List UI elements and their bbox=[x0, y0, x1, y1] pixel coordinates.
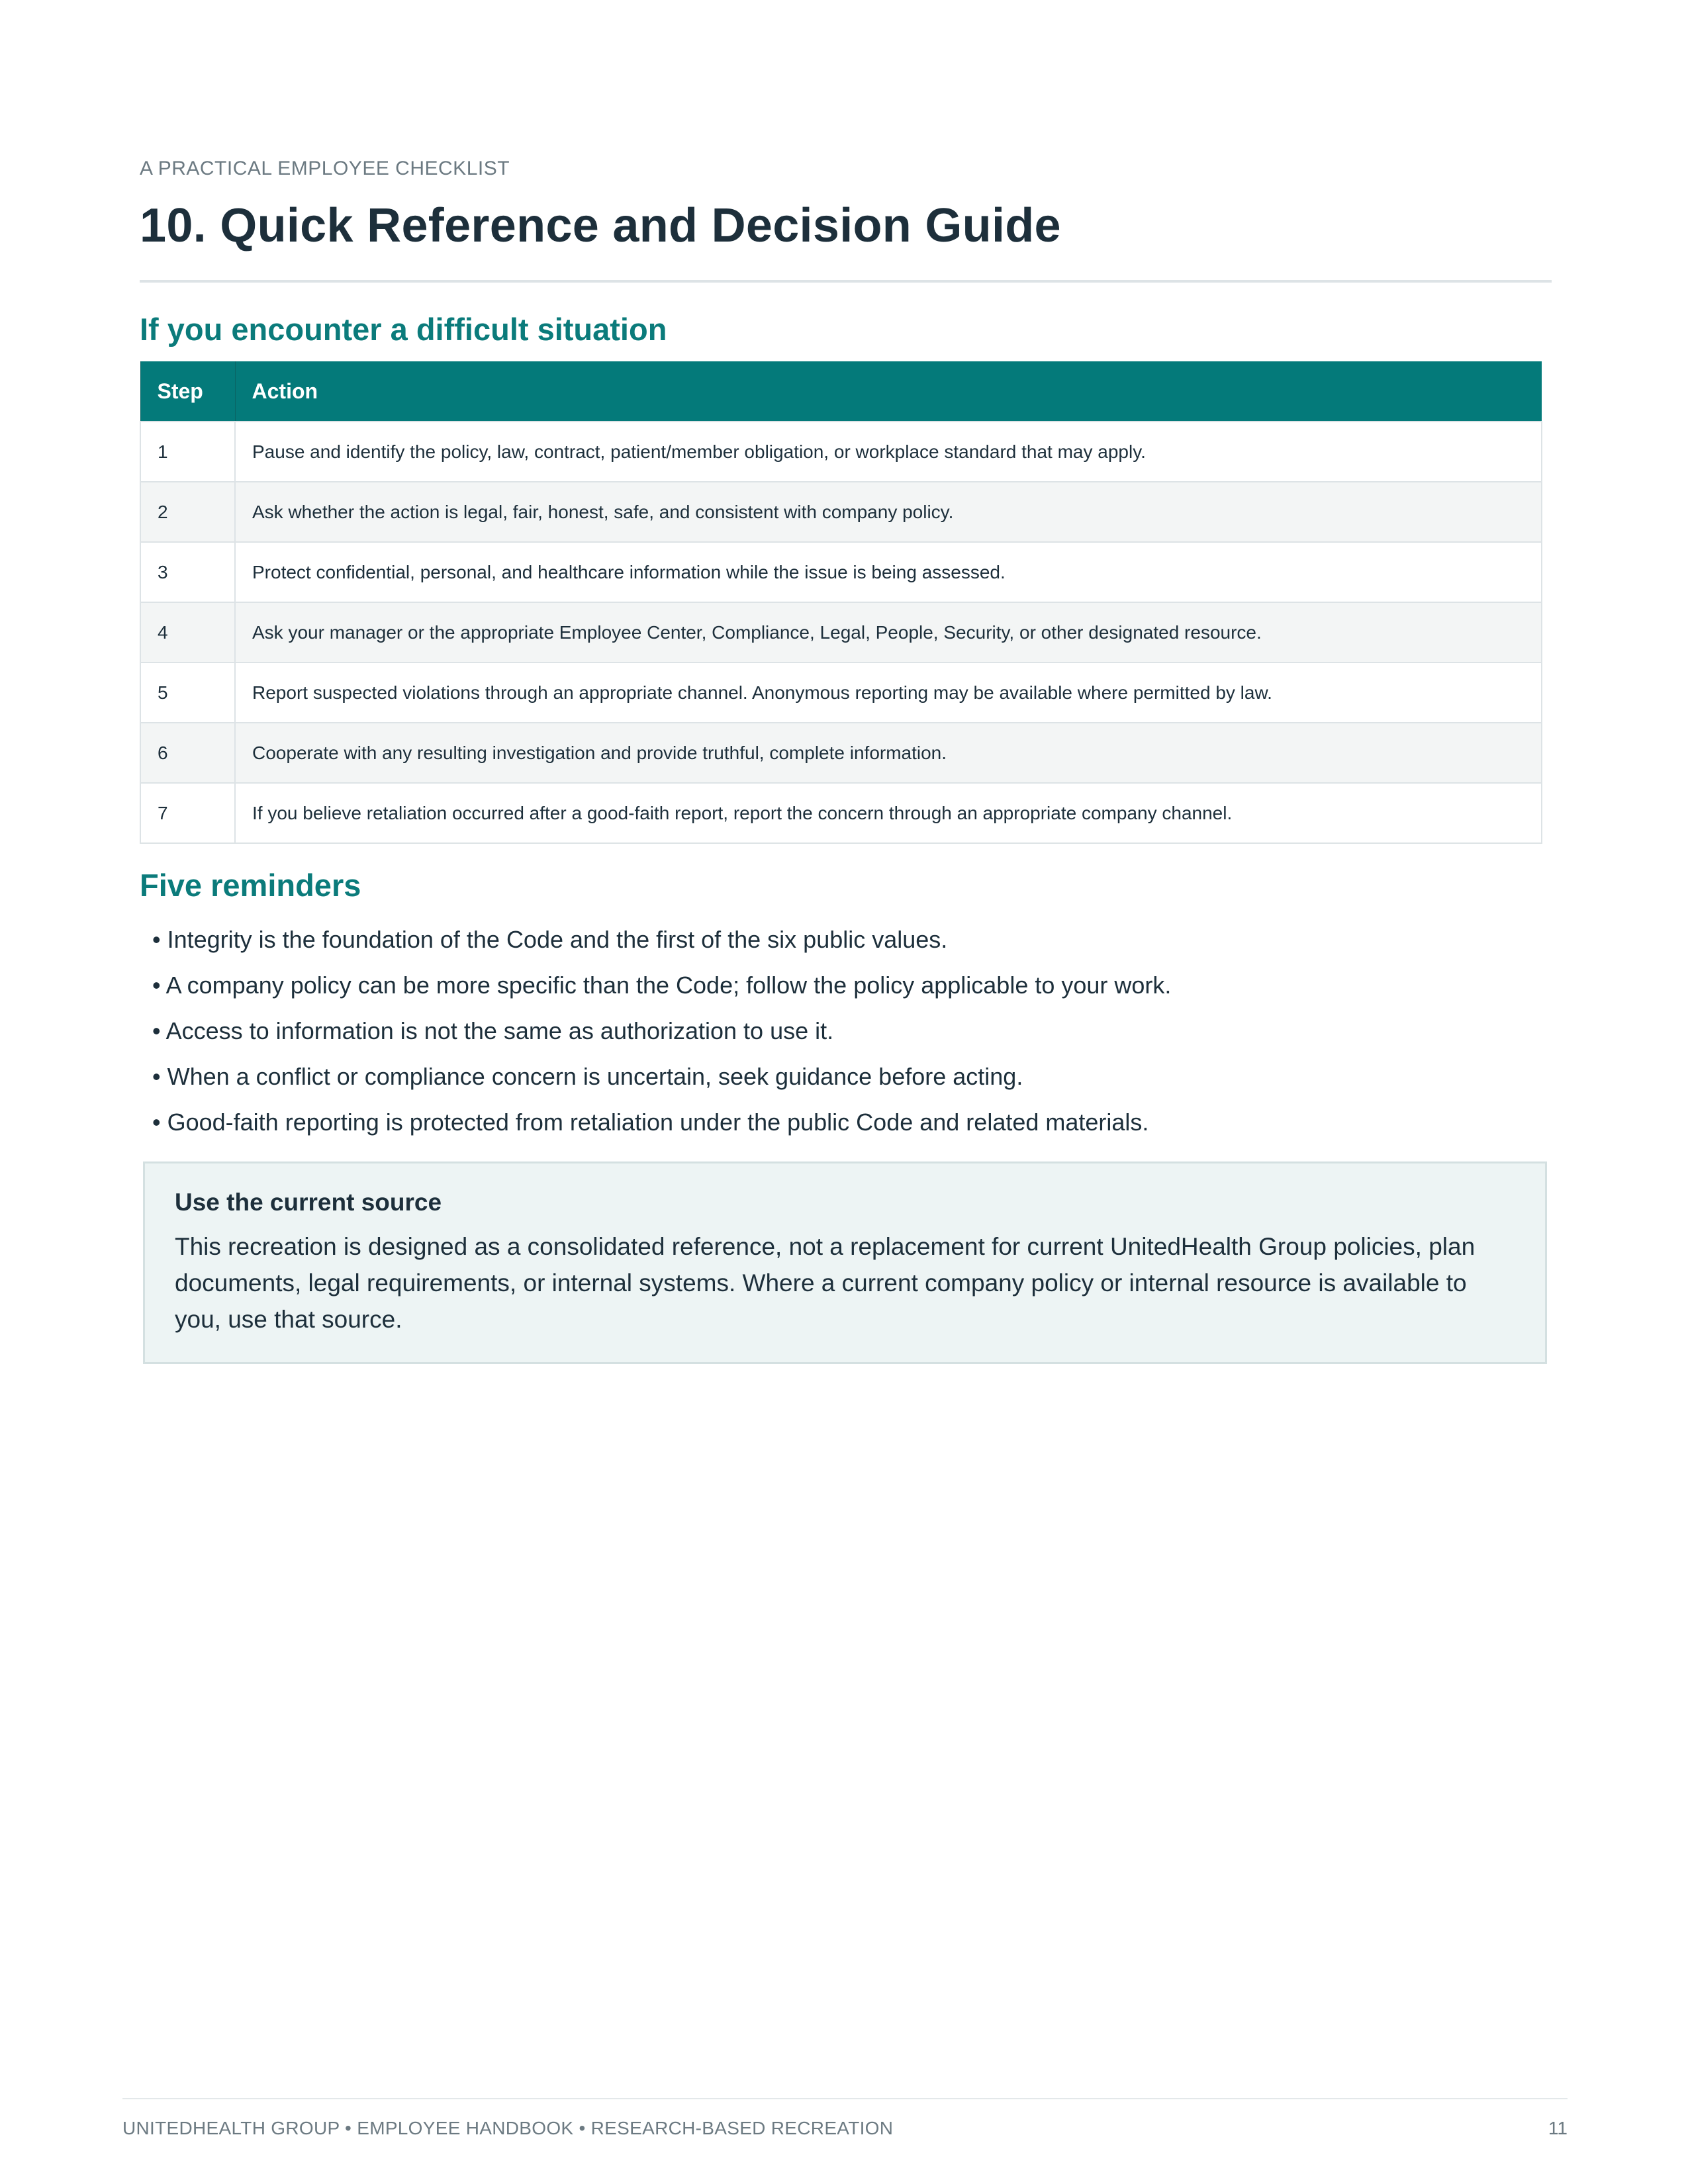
column-header-action: Action bbox=[235, 361, 1542, 422]
list-item: • Good-faith reporting is protected from retaliation under the public Code and related materials. bbox=[152, 1109, 1149, 1136]
step-action: Ask your manager or the appropriate Employee Center, Compliance, Legal, People, Security, or other designated resource. bbox=[235, 602, 1542, 662]
step-number: 5 bbox=[140, 662, 235, 723]
table-row bbox=[140, 662, 1542, 723]
step-action: Cooperate with any resulting investigation and provide truthful, complete information. bbox=[235, 723, 1542, 783]
step-action: Pause and identify the policy, law, contract, patient/member obligation, or workplace standard that may apply. bbox=[235, 422, 1542, 482]
table-row bbox=[140, 723, 1542, 783]
table-row bbox=[140, 602, 1542, 662]
list-item: • Access to information is not the same as authorization to use it. bbox=[152, 1017, 834, 1044]
steps-table bbox=[140, 361, 1542, 844]
column-header-step: Step bbox=[140, 361, 235, 422]
current-source-callout bbox=[143, 1161, 1547, 1364]
step-action: Ask whether the action is legal, fair, honest, safe, and consistent with company policy. bbox=[235, 482, 1542, 542]
table-row bbox=[140, 482, 1542, 542]
list-item: • When a conflict or compliance concern is uncertain, seek guidance before acting. bbox=[152, 1063, 1023, 1090]
step-number: 2 bbox=[140, 482, 235, 542]
reminders-heading: Five reminders bbox=[140, 868, 361, 903]
step-number: 1 bbox=[140, 422, 235, 482]
table-row bbox=[140, 783, 1542, 843]
page-title: 10. Quick Reference and Decision Guide bbox=[140, 199, 1061, 252]
step-number: 4 bbox=[140, 602, 235, 662]
section-kicker: A PRACTICAL EMPLOYEE CHECKLIST bbox=[140, 158, 510, 179]
callout-title: Use the current source bbox=[175, 1189, 442, 1216]
step-action: Report suspected violations through an appropriate channel. Anonymous reporting may be available where permitted by law. bbox=[235, 662, 1542, 723]
footer-text: UNITEDHEALTH GROUP • EMPLOYEE HANDBOOK • RESEARCH-BASED RECREATION bbox=[122, 2118, 894, 2138]
table-row bbox=[140, 422, 1542, 482]
step-action: If you believe retaliation occurred after a good-faith report, report the concern through an appropriate company channel. bbox=[235, 783, 1542, 843]
list-item: • A company policy can be more specific than the Code; follow the policy applicable to your work. bbox=[152, 972, 1172, 999]
step-number: 3 bbox=[140, 542, 235, 602]
table-header-row bbox=[140, 361, 1542, 422]
situation-heading: If you encounter a difficult situation bbox=[140, 312, 667, 347]
reminders-list bbox=[152, 917, 1171, 1145]
title-divider bbox=[140, 280, 1552, 283]
step-number: 7 bbox=[140, 783, 235, 843]
page-number: 11 bbox=[1548, 2118, 1568, 2138]
step-number: 6 bbox=[140, 723, 235, 783]
footer-divider bbox=[122, 2098, 1568, 2099]
callout-body: This recreation is designed as a consolidated reference, not a replacement for current UnitedHealth Group policies, plan documents, legal requirements, or internal systems. Where a current company policy or internal resource is available to you, use that source. bbox=[175, 1233, 1476, 1333]
step-action: Protect confidential, personal, and healthcare information while the issue is being assessed. bbox=[235, 542, 1542, 602]
table-row bbox=[140, 542, 1542, 602]
list-item: • Integrity is the foundation of the Code and the first of the six public values. bbox=[152, 926, 948, 953]
